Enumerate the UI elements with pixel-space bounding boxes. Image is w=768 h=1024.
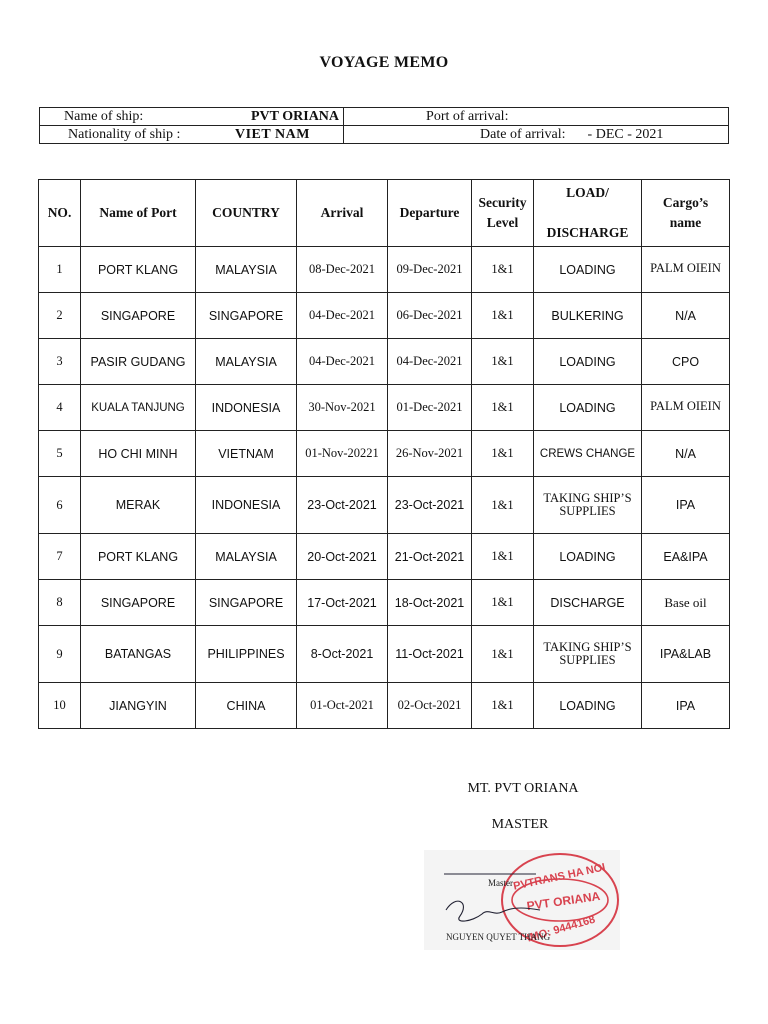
row-port: KUALA TANJUNG <box>81 385 196 431</box>
row-country: CHINA <box>196 683 297 729</box>
header-security-line1: Security <box>478 195 527 210</box>
row-country: INDONESIA <box>196 477 297 534</box>
header-no: NO. <box>39 180 81 247</box>
row-security: 1&1 <box>472 339 534 385</box>
ship-name-cell <box>40 108 344 126</box>
table-row <box>39 385 730 431</box>
row-security: 1&1 <box>472 580 534 626</box>
header-load-discharge <box>534 180 642 247</box>
row-no: 6 <box>39 477 81 534</box>
date-arrival-value: - DEC - 2021 <box>587 126 664 142</box>
row-country: VIETNAM <box>196 431 297 477</box>
row-operation-line1: TAKING SHIP’S <box>543 491 632 505</box>
row-no: 2 <box>39 293 81 339</box>
row-security: 1&1 <box>472 293 534 339</box>
row-no: 4 <box>39 385 81 431</box>
row-departure: 04-Dec-2021 <box>388 339 472 385</box>
signature-role: MASTER <box>491 817 549 832</box>
signer-name: NGUYEN QUYET THANG <box>446 932 551 942</box>
row-cargo: EA&IPA <box>642 534 730 580</box>
row-security: 1&1 <box>472 247 534 293</box>
row-port: JIANGYIN <box>81 683 196 729</box>
row-arrival: 20-Oct-2021 <box>297 534 388 580</box>
row-arrival: 8-Oct-2021 <box>297 626 388 683</box>
row-cargo: IPA&LAB <box>642 626 730 683</box>
date-arrival-cell <box>344 126 729 144</box>
table-row <box>39 534 730 580</box>
header-departure: Departure <box>388 180 472 247</box>
row-departure: 11-Oct-2021 <box>388 626 472 683</box>
document-title: VOYAGE MEMO <box>319 54 449 71</box>
row-country: MALAYSIA <box>196 534 297 580</box>
ship-info-table <box>39 107 729 144</box>
row-country: MALAYSIA <box>196 247 297 293</box>
row-departure: 23-Oct-2021 <box>388 477 472 534</box>
master-stamp <box>424 850 620 950</box>
table-row <box>39 683 730 729</box>
nationality-label: Nationality of ship : <box>68 126 181 142</box>
row-departure: 01-Dec-2021 <box>388 385 472 431</box>
row-departure: 09-Dec-2021 <box>388 247 472 293</box>
port-arrival-cell <box>344 108 729 126</box>
header-security <box>472 180 534 247</box>
row-port: SINGAPORE <box>81 580 196 626</box>
row-operation-line2: SUPPLIES <box>559 653 616 667</box>
header-country: COUNTRY <box>196 180 297 247</box>
row-arrival: 01-Nov-20221 <box>297 431 388 477</box>
header-security-line2: Level <box>486 215 519 230</box>
row-security: 1&1 <box>472 534 534 580</box>
stamp-caption: Master <box>488 878 513 888</box>
table-row <box>39 247 730 293</box>
row-arrival: 01-Oct-2021 <box>297 683 388 729</box>
table-row <box>39 477 730 534</box>
row-no: 7 <box>39 534 81 580</box>
row-cargo: PALM OIEIN <box>642 247 730 293</box>
port-arrival-label: Port of arrival: <box>426 108 509 124</box>
row-operation-line2: SUPPLIES <box>559 504 616 518</box>
header-cargo-line2: name <box>669 215 702 230</box>
row-arrival: 04-Dec-2021 <box>297 293 388 339</box>
row-country: PHILIPPINES <box>196 626 297 683</box>
row-operation-line1: TAKING SHIP’S <box>543 640 632 654</box>
row-security: 1&1 <box>472 477 534 534</box>
ship-name-label: Name of ship: <box>64 108 144 124</box>
ship-info-row-1 <box>40 108 729 126</box>
header-load-line2: DISCHARGE <box>546 225 629 240</box>
row-departure: 06-Dec-2021 <box>388 293 472 339</box>
row-operation: LOADING <box>534 339 642 385</box>
row-operation <box>534 626 642 683</box>
row-departure: 02-Oct-2021 <box>388 683 472 729</box>
ship-name-value: PVT ORIANA <box>251 108 340 124</box>
row-security: 1&1 <box>472 683 534 729</box>
row-cargo: Base oil <box>642 580 730 626</box>
row-country: SINGAPORE <box>196 293 297 339</box>
row-port: BATANGAS <box>81 626 196 683</box>
row-operation: LOADING <box>534 385 642 431</box>
ship-info-row-2 <box>40 126 729 144</box>
row-security: 1&1 <box>472 431 534 477</box>
table-row <box>39 431 730 477</box>
header-load-line1: LOAD/ <box>566 185 609 200</box>
stamp-bottom-text: IMO: 9444168 <box>525 913 597 945</box>
row-cargo: PALM OIEIN <box>642 385 730 431</box>
date-arrival-label: Date of arrival: <box>480 126 566 142</box>
row-port: PORT KLANG <box>81 534 196 580</box>
header-port: Name of Port <box>81 180 196 247</box>
row-departure: 26-Nov-2021 <box>388 431 472 477</box>
row-no: 5 <box>39 431 81 477</box>
row-no: 1 <box>39 247 81 293</box>
row-country: SINGAPORE <box>196 580 297 626</box>
stamp-middle-text: PVT ORIANA <box>525 888 602 914</box>
row-arrival: 23-Oct-2021 <box>297 477 388 534</box>
nationality-value: VIET NAM <box>235 126 310 142</box>
row-cargo: IPA <box>642 683 730 729</box>
row-security: 1&1 <box>472 385 534 431</box>
nationality-cell <box>40 126 344 144</box>
header-cargo-line1: Cargo’s <box>662 195 709 210</box>
row-no: 8 <box>39 580 81 626</box>
stamp-graphic <box>424 850 620 950</box>
row-no: 9 <box>39 626 81 683</box>
table-row <box>39 339 730 385</box>
row-cargo: N/A <box>642 431 730 477</box>
table-row <box>39 580 730 626</box>
stamp-top-text: PVTRANS HA NOI <box>512 861 607 893</box>
row-operation <box>534 477 642 534</box>
row-port: HO CHI MINH <box>81 431 196 477</box>
row-operation: LOADING <box>534 683 642 729</box>
signature-ship-name: MT. PVT ORIANA <box>467 781 579 796</box>
row-port: MERAK <box>81 477 196 534</box>
row-operation: LOADING <box>534 534 642 580</box>
row-operation: BULKERING <box>534 293 642 339</box>
row-cargo: IPA <box>642 477 730 534</box>
voyage-table <box>38 179 730 729</box>
header-cargo <box>642 180 730 247</box>
row-country: INDONESIA <box>196 385 297 431</box>
table-row <box>39 626 730 683</box>
header-arrival: Arrival <box>297 180 388 247</box>
row-no: 10 <box>39 683 81 729</box>
row-country: MALAYSIA <box>196 339 297 385</box>
row-security: 1&1 <box>472 626 534 683</box>
row-arrival: 30-Nov-2021 <box>297 385 388 431</box>
row-arrival: 04-Dec-2021 <box>297 339 388 385</box>
row-operation: CREWS CHANGE <box>534 431 642 477</box>
row-arrival: 17-Oct-2021 <box>297 580 388 626</box>
row-port: SINGAPORE <box>81 293 196 339</box>
voyage-table-header <box>39 180 730 247</box>
row-port: PORT KLANG <box>81 247 196 293</box>
table-row <box>39 293 730 339</box>
row-departure: 18-Oct-2021 <box>388 580 472 626</box>
row-departure: 21-Oct-2021 <box>388 534 472 580</box>
row-cargo: N/A <box>642 293 730 339</box>
row-operation: DISCHARGE <box>534 580 642 626</box>
row-arrival: 08-Dec-2021 <box>297 247 388 293</box>
row-port: PASIR GUDANG <box>81 339 196 385</box>
row-no: 3 <box>39 339 81 385</box>
row-cargo: CPO <box>642 339 730 385</box>
row-operation: LOADING <box>534 247 642 293</box>
